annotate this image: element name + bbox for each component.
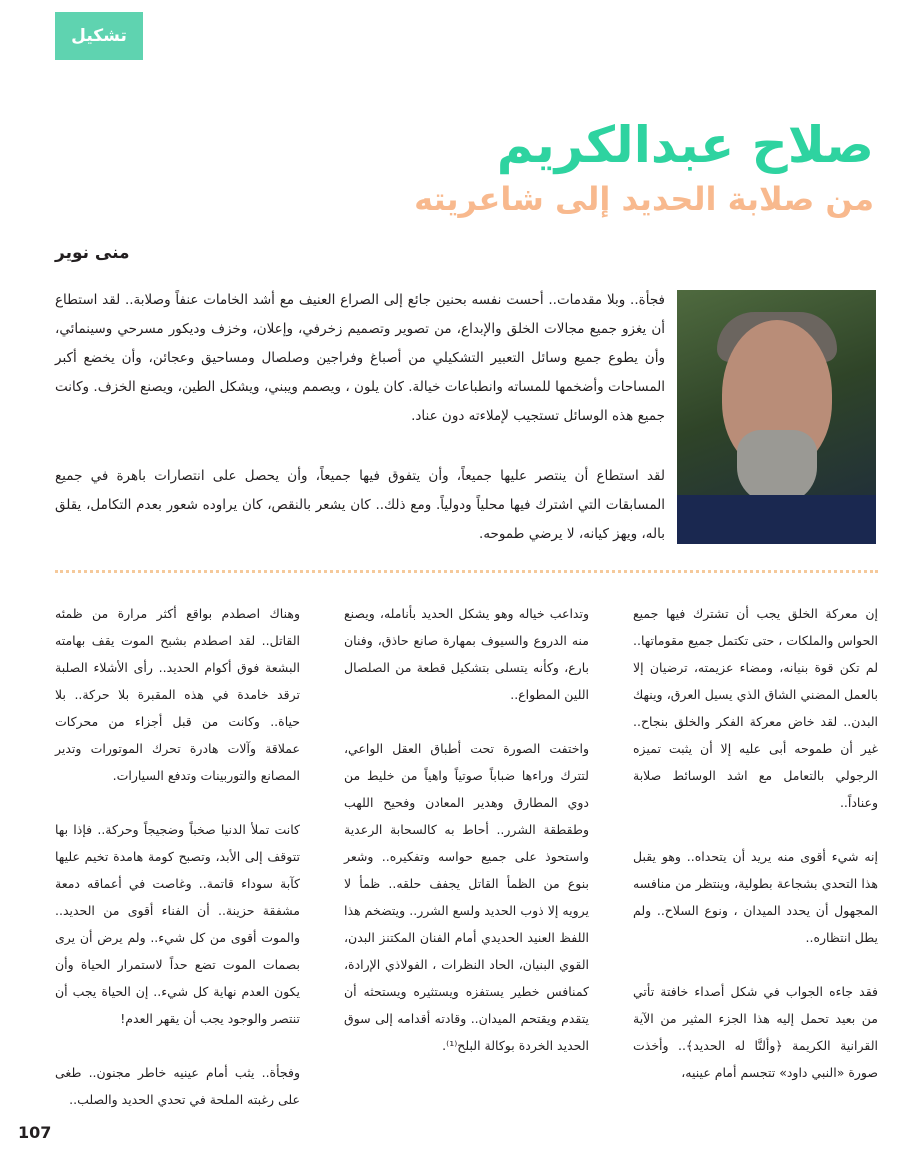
text-column-middle bbox=[344, 600, 589, 1086]
body-paragraph: وتداعب خياله وهو يشكل الحديد بأنامله، ويصنع منه الدروع والسيوف بمهارة صانع حاذق، وفنان بارع، وكأنه يتسلى بتشكيل قطعة من الصلصال اللين المطواع.. bbox=[344, 606, 589, 702]
body-paragraph: إن معركة الخلق يجب أن تشترك فيها جميع الحواس والملكات ، حتى تكتمل جميع مقوماتها.. لم تكن قوة بنيانه، ومضاء عزيمته، ترضيان إلا بالعمل المضني الشاق الذي يسيل العرق، وينهك البدن.. لقد خاض معركة الفكر والخلق بنجاح.. غير أن طموحه أبى عليه إلا أن يثبت تميزه الرجولي بالتعامل مع اشد الوسائط صلابة وعناداً.. bbox=[633, 606, 878, 810]
page-number: 107 bbox=[18, 1123, 52, 1142]
article-title: صلاح عبدالكريم bbox=[496, 116, 874, 174]
body-paragraph: إنه شيء أقوى منه يريد أن يتحداه.. وهو يقبل هذا التحدي بشجاعة بطولية، وينتظر من منافسه المجهول أن يحدد الميدان ، ونوع السلاح.. ولم يطل انتظاره.. bbox=[633, 849, 878, 945]
portrait-shirt bbox=[677, 495, 876, 544]
body-paragraph: وهناك اصطدم بواقع أكثر مرارة من ظمئه القاتل.. لقد اصطدم بشبح الموت يقف بهامته البشعة فوق أكوام الحديد.. رأى الأشلاء الصلبة ترقد خامدة في هذه المقبرة بلا حركة.. بلا حياة.. وكانت من قبل أجزاء من محركات عملاقة وآلات هادرة تحرك الموتورات وتدير المصانع والتوربينات وتدفع السيارات. bbox=[55, 606, 300, 783]
intro-paragraph: فجأة.. وبلا مقدمات.. أحست نفسه بحنين جائع إلى الصراع العنيف مع أشد الخامات عنفاً وصلابة.. لقد استطاع أن يغزو جميع مجالات الخلق والإبداع، من تصوير وتصميم زخرفي، وإعلان، وخزف وديكور مسرحي وسينمائي، وأن يطوع جميع وسائل التعبير التشكيلي من أصباغ وفراجين وصلصال ومساحيق وعجائن، وأن يخضع أكبر المساحات وأضخمها للمساته وانطباعات خيالة. كان يلون ، ويصمم ويبني، ويشكل الطين، ويصنع الخزف. وكانت جميع هذه الوسائل تستجيب لإملاءته دون عناد. bbox=[55, 292, 665, 424]
text-column-left bbox=[55, 600, 300, 1140]
section-tag: تشكيل bbox=[55, 12, 143, 60]
intro-paragraph: لقد استطاع أن ينتصر عليها جميعاً، وأن يتفوق فيها جميعاً، وأن يحصل على انتصارات باهرة في جميع المسابقات التي اشترك فيها محلياً ودولياً. ومع ذلك.. كان يشعر بالنقص، كان يراوده شعور بعدم التكامل، يقلق باله، ويهز كيانه، لا يرضي طموحه. bbox=[55, 468, 665, 542]
body-paragraph: كانت تملأ الدنيا صخباً وضجيجاً وحركة.. فإذا بها تتوقف إلى الأبد، وتصبح كومة هامدة تخيم عليها كآبة سوداء قاتمة.. وغاصت في أعماقه دمعة مشفقة حزينة.. أن الفناء أقوى من الحديد.. والموت أقوى من كل شيء.. ولم يرض أن يرى بصمات الموت تضع حداً لاستمرار الحياة وأن يكون العدم نهاية كل شيء.. إن الحياة يجب أن تنتصر والوجود يجب أن يقهر العدم! bbox=[55, 822, 300, 1026]
section-divider bbox=[55, 570, 878, 573]
body-paragraph: وفجأة.. يثب أمام عينيه خاطر مجنون.. طغى على رغبته الملحة في تحدي الحديد والصلب.. bbox=[55, 1065, 300, 1107]
body-paragraph: فقد جاءه الجواب في شكل أصداء خافتة تأتي من بعيد تحمل إليه هذا الجزء المثير من الآية القرانية الكريمة ﴿وألنَّا له الحديد﴾.. وأخذت صورة «النبي داود» تتجسم أمام عينيه، bbox=[633, 984, 878, 1080]
author-name: منى نوير bbox=[55, 243, 130, 263]
portrait-beard bbox=[737, 430, 817, 505]
article-subtitle: من صلابة الحديد إلى شاعريته bbox=[414, 180, 874, 218]
body-paragraph: واختفت الصورة تحت أطباق العقل الواعي، لتترك وراءها ضباباً صوتياً واهياً من خليط من دوي المطارق وهدير المعادن وفحيح اللهب وطقطقة الشرر.. أحاط به كالسحابة الرعدية واستحوذ على جميع حواسه وتفكيره.. وشعر بنوع من الظمأ القاتل يجفف حلقه.. ظمأ لا يرويه إلا ذوب الحديد ولسع الشرر.. ويتضخم هذا اللفظ العنيد الحديدي أمام الفنان المكتنز البدن، القوي البنيان، الحاد النظرات ، الفولاذي الإرادة، كمنافس خطير يستفزه ويستثيره ويستحثه أن يتقدم ويقتحم الميدان.. وقادته أقدامه إلى سوق الحديد الخردة بوكالة البلح⁽¹⁾. bbox=[344, 741, 589, 1053]
artist-portrait bbox=[677, 290, 876, 544]
text-column-right bbox=[633, 600, 878, 1113]
